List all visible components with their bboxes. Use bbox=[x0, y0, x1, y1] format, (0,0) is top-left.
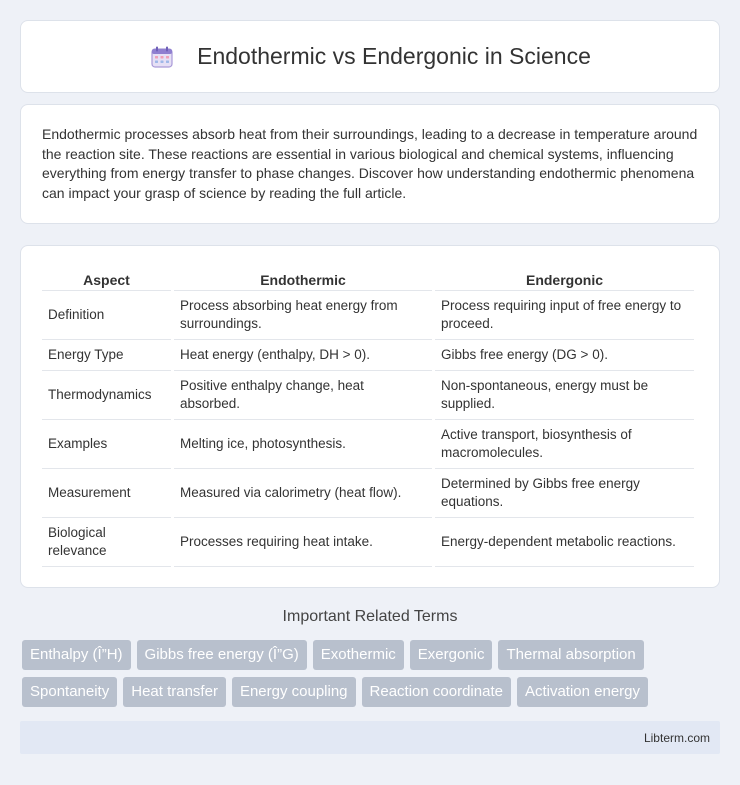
tag-thermal-absorption[interactable]: Thermal absorption bbox=[498, 640, 643, 670]
title-wrap bbox=[149, 43, 591, 70]
tag-spontaneity[interactable]: Spontaneity bbox=[22, 677, 117, 707]
table-cell-aspect: Thermodynamics bbox=[42, 371, 171, 420]
table-cell-aspect: Energy Type bbox=[42, 340, 171, 371]
calendar-icon bbox=[149, 44, 175, 70]
tag-gibbs-free-energy[interactable]: Gibbs free energy (Î”G) bbox=[137, 640, 307, 670]
page-title: Endothermic vs Endergonic in Science bbox=[197, 43, 591, 69]
intro-card bbox=[20, 104, 720, 224]
comparison-table-card bbox=[20, 245, 720, 588]
table-cell-endergonic: Energy-dependent metabolic reactions. bbox=[435, 518, 694, 567]
tag-exothermic[interactable]: Exothermic bbox=[313, 640, 404, 670]
table-cell-aspect: Biological relevance bbox=[42, 518, 171, 567]
footer-site-link[interactable]: Libterm.com bbox=[643, 731, 710, 745]
header-endothermic: Endothermic bbox=[174, 266, 432, 291]
related-terms-list bbox=[22, 640, 722, 707]
tag-enthalpy[interactable]: Enthalpy (Î”H) bbox=[22, 640, 131, 670]
header-card bbox=[20, 20, 720, 93]
comparison-table bbox=[39, 266, 697, 567]
table-row bbox=[42, 340, 694, 371]
table-row bbox=[42, 291, 694, 340]
table-cell-aspect: Measurement bbox=[42, 469, 171, 518]
tag-reaction-coordinate[interactable]: Reaction coordinate bbox=[362, 677, 511, 707]
tag-energy-coupling[interactable]: Energy coupling bbox=[232, 677, 356, 707]
tag-exergonic[interactable]: Exergonic bbox=[410, 640, 493, 670]
table-row bbox=[42, 469, 694, 518]
table-cell-endothermic: Processes requiring heat intake. bbox=[174, 518, 432, 567]
table-header-row bbox=[42, 266, 694, 291]
table-cell-endergonic: Active transport, biosynthesis of macromolecules. bbox=[435, 420, 694, 469]
table-cell-endergonic: Non-spontaneous, energy must be supplied. bbox=[435, 371, 694, 420]
table-cell-endergonic: Process requiring input of free energy to proceed. bbox=[435, 291, 694, 340]
table-cell-endergonic: Determined by Gibbs free energy equations. bbox=[435, 469, 694, 518]
header-endergonic: Endergonic bbox=[435, 266, 694, 291]
table-cell-endothermic: Positive enthalpy change, heat absorbed. bbox=[174, 371, 432, 420]
table-cell-endergonic: Gibbs free energy (DG > 0). bbox=[435, 340, 694, 371]
table-row bbox=[42, 420, 694, 469]
table-cell-endothermic: Process absorbing heat energy from surroundings. bbox=[174, 291, 432, 340]
table-row bbox=[42, 371, 694, 420]
footer bbox=[20, 721, 720, 754]
tag-activation-energy[interactable]: Activation energy bbox=[517, 677, 648, 707]
table-cell-aspect: Definition bbox=[42, 291, 171, 340]
table-cell-endothermic: Measured via calorimetry (heat flow). bbox=[174, 469, 432, 518]
table-cell-endothermic: Melting ice, photosynthesis. bbox=[174, 420, 432, 469]
table-cell-endothermic: Heat energy (enthalpy, DH > 0). bbox=[174, 340, 432, 371]
table-row bbox=[42, 518, 694, 567]
tag-heat-transfer[interactable]: Heat transfer bbox=[123, 677, 226, 707]
table-cell-aspect: Examples bbox=[42, 420, 171, 469]
header-aspect: Aspect bbox=[42, 266, 171, 291]
related-terms-title: Important Related Terms bbox=[282, 608, 458, 625]
intro-text: Endothermic processes absorb heat from their surroundings, leading to a decrease in temperature around the reaction site. These reactions are essential in various biological and chemical systems, influencing everything from energy transfer to phase changes. Discover how understanding endothermic phenomena can impact your grasp of science by reading the full article. bbox=[42, 126, 698, 201]
